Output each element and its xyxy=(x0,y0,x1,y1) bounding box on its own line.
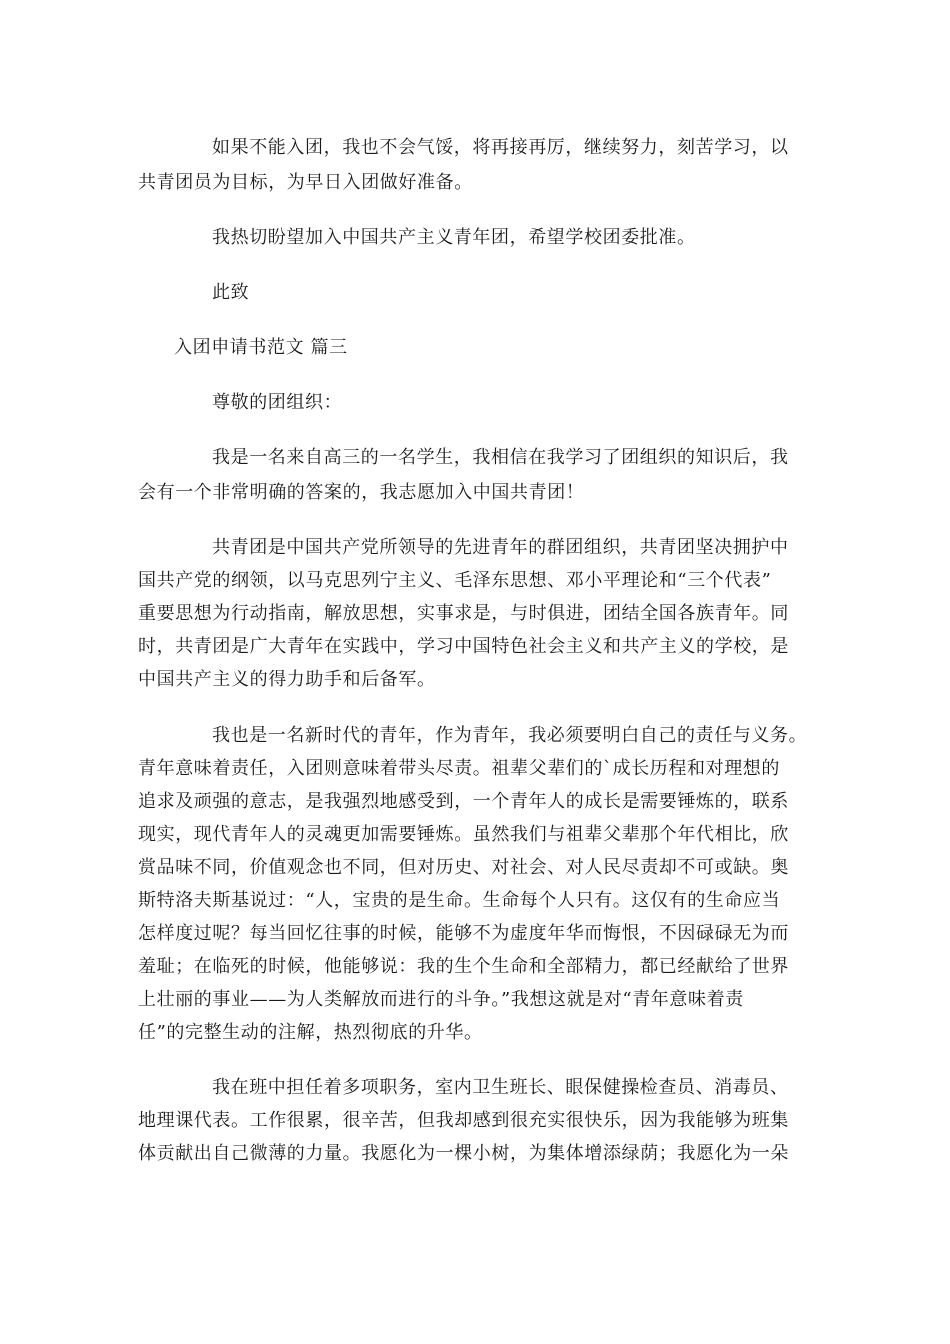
closing-salutation: 此致 xyxy=(212,282,250,303)
paragraph-line: 重要思想为行动指南，解放思想，实事求是，与时俱进，团结全国各族青年。同 xyxy=(138,603,789,624)
paragraph-line: 上壮丽的事业——为人类解放而进行的斗争。”我想这就是对“青年意味着责 xyxy=(138,989,744,1010)
paragraph-line: 我在班中担任着多项职务，室内卫生班长、眼保健操检查员、消毒员、 xyxy=(212,1077,789,1098)
paragraph-line: 赏品味不同，价值观念也不同，但对历史、对社会、对人民尽责却不可或缺。奥 xyxy=(138,857,789,878)
section-heading: 入团申请书范文 篇三 xyxy=(174,337,348,358)
paragraph-line: 青年意味着责任，入团则意味着带头尽责。祖辈父辈们的`成长历程和对理想的 xyxy=(138,758,780,779)
paragraph-line: 中国共产主义的得力助手和后备军。 xyxy=(138,669,436,690)
paragraph-line: 现实，现代青年人的灵魂更加需要锤炼。虽然我们与祖辈父辈那个年代相比，欣 xyxy=(138,824,789,845)
paragraph-line: 我也是一名新时代的青年，作为青年，我必须要明白自己的责任与义务。 xyxy=(212,725,808,746)
paragraph-line: 地理课代表。工作很累，很辛苦，但我却感到很充实很快乐，因为我能够为班集 xyxy=(138,1110,789,1131)
paragraph-line: 任”的完整生动的注解，热烈彻底的升华。 xyxy=(138,1022,483,1043)
paragraph-line: 怎样度过呢？每当回忆往事的时候，能够不为虚度年华而悔恨，不因碌碌无为而 xyxy=(138,923,789,944)
paragraph-line: 如果不能入团，我也不会气馁，将再接再厉，继续努力，刻苦学习，以 xyxy=(212,137,789,158)
paragraph-line: 我是一名来自高三的一名学生，我相信在我学习了团组织的知识后，我 xyxy=(212,447,789,468)
paragraph-line: 共青团是中国共产党所领导的先进青年的群团组织，共青团坚决拥护中 xyxy=(212,537,789,558)
paragraph-line: 会有一个非常明确的答案的，我志愿加入中国共青团！ xyxy=(138,482,585,503)
paragraph-line: 我热切盼望加入中国共产主义青年团，希望学校团委批准。 xyxy=(212,227,696,248)
paragraph-line: 共青团员为目标，为早日入团做好准备。 xyxy=(138,172,473,193)
paragraph-line: 国共产党的纲领，以马克思列宁主义、毛泽东思想、邓小平理论和“三个代表” xyxy=(138,570,772,591)
paragraph-line: 斯特洛夫斯基说过：“人，宝贵的是生命。生命每个人只有。这仅有的生命应当 xyxy=(138,890,781,911)
paragraph-line: 追求及顽强的意志，是我强烈地感受到，一个青年人的成长是需要锤炼的，联系 xyxy=(138,791,789,812)
salutation: 尊敬的团组织： xyxy=(212,392,343,413)
paragraph-line: 时，共青团是广大青年在实践中，学习中国特色社会主义和共产主义的学校，是 xyxy=(138,636,789,657)
paragraph-line: 羞耻；在临死的时候，他能够说：我的生个生命和全部精力，都已经献给了世界 xyxy=(138,956,789,977)
paragraph-line: 体贡献出自己微薄的力量。我愿化为一棵小树，为集体增添绿荫；我愿化为一朵 xyxy=(138,1143,789,1164)
